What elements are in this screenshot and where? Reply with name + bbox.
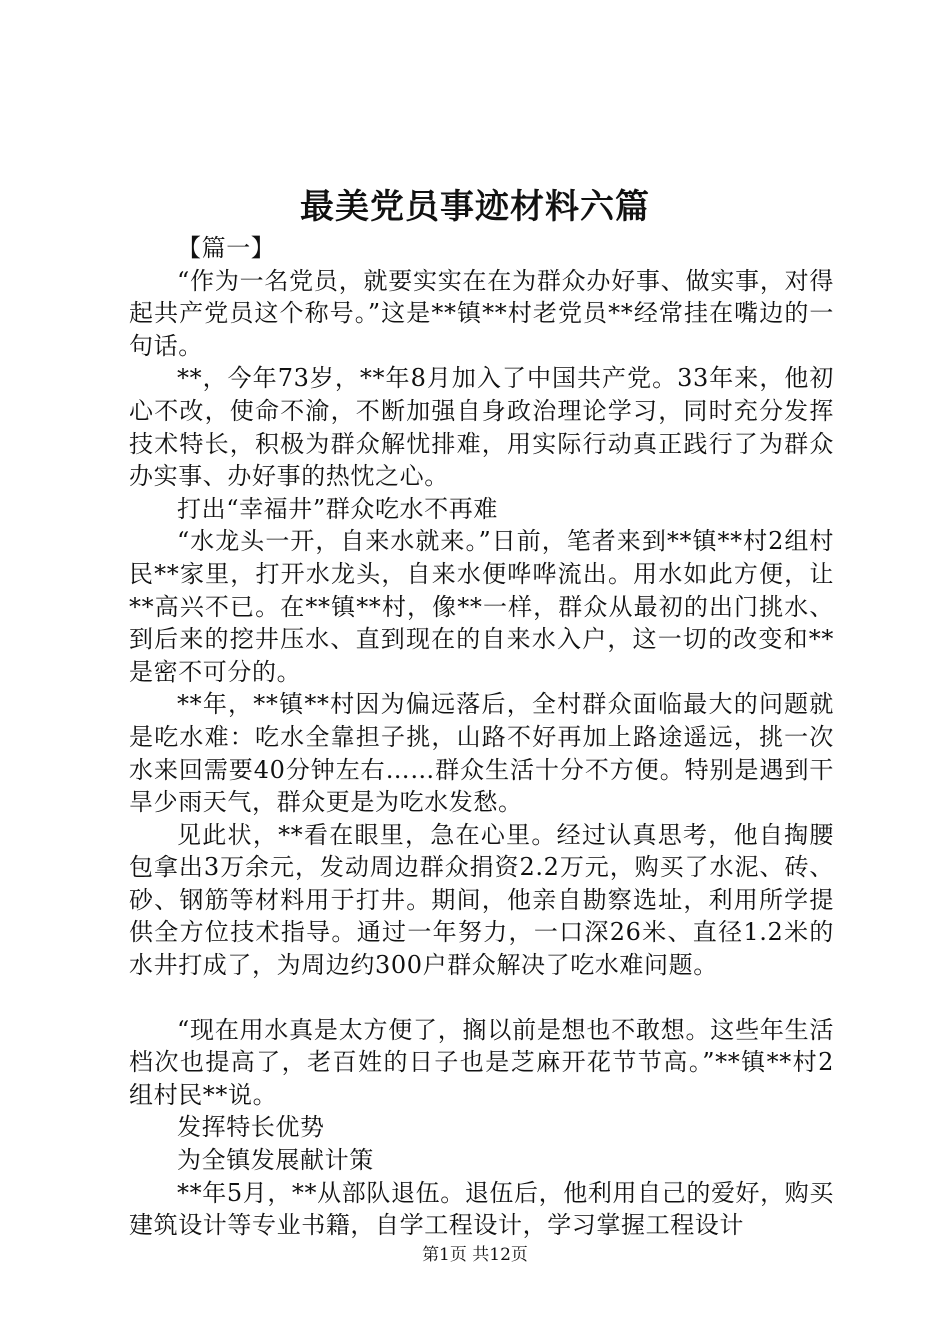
paragraph: 见此状，**看在眼里，急在心里。经过认真思考，他自掏腰包拿出3万余元，发动周边群众捐资2.2万元，购买了水泥、砖、砂、钢筋等材料用于打井。期间，他亲自勘察选址，利用所学提供全方位技术指导。通过一年努力，一口深26米、直径1.2米的水井打成了，为周边约300户群众解决了吃水难问题。 <box>129 820 834 980</box>
subheading: 发挥特长优势 <box>177 1113 325 1142</box>
subheading: 为全镇发展献计策 <box>177 1146 374 1175</box>
paragraph: **年，**镇**村因为偏远落后，全村群众面临最大的问题就是吃水难：吃水全靠担子挑，山路不好再加上路途遥远，挑一次水来回需要40分钟左右……群众生活十分不方便。特别是遇到干旱少雨天气，群众更是为吃水发愁。 <box>129 690 834 817</box>
page-number-footer: 第1页 共12页 <box>422 1245 528 1265</box>
paragraph: **，今年73岁，**年8月加入了中国共产党。33年来，他初心不改，使命不渝，不断加强自身政治理论学习，同时充分发挥技术特长，积极为群众解忧排难，用实际行动真正践行了为群众办实事、办好事的热忱之心。 <box>129 364 834 491</box>
paragraph: “作为一名党员，就要实实在在为群众办好事、做实事，对得起共产党员这个称号。”这是**镇**村老党员**经常挂在嘴边的一句话。 <box>129 266 834 360</box>
section-heading: 【篇一】 <box>177 234 276 262</box>
paragraph: “水龙头一开，自来水就来。”日前，笔者来到**镇**村2组村民**家里，打开水龙头，自来水便哗哗流出。用水如此方便，让**高兴不已。在**镇**村，像**一样，群众从最初的出门挑水、到后来的挖井压水、直到现在的自来水入户，这一切的改变和**是密不可分的。 <box>129 527 834 686</box>
paragraph: “现在用水真是太方便了，搁以前是想也不敢想。这些年生活档次也提高了，老百姓的日子也是芝麻开花节节高。”**镇**村2组村民**说。 <box>129 1015 834 1109</box>
document-title: 最美党员事迹材料六篇 <box>300 187 650 227</box>
document-body <box>129 232 834 1242</box>
subheading: 打出“幸福井”群众吃水不再难 <box>177 494 498 523</box>
paragraph: **年5月，**从部队退伍。退伍后，他利用自己的爱好，购买建筑设计等专业书籍，自学工程设计，学习掌握工程设计 <box>129 1178 834 1240</box>
